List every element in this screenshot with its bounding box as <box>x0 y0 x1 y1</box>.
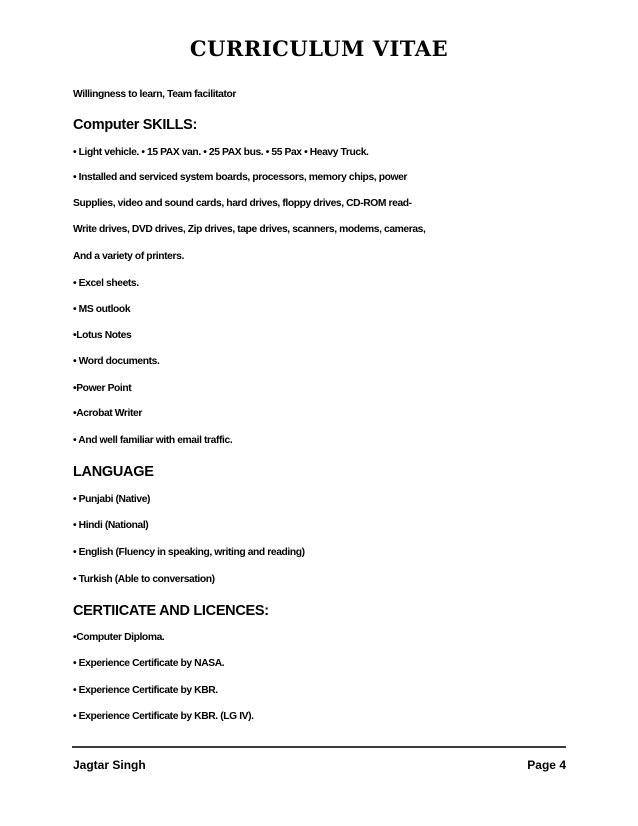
footer-author-name: Jagtar Singh <box>73 758 146 772</box>
skill-line-hardware-4: And a variety of printers. <box>73 251 184 262</box>
footer-divider <box>72 746 566 748</box>
certificate-line-nasa: • Experience Certificate by NASA. <box>73 658 225 669</box>
language-line-turkish: • Turkish (Able to conversation) <box>73 574 215 585</box>
computer-skills-heading: Computer SKILLS: <box>73 117 198 133</box>
skill-line-word: • Word documents. <box>73 356 160 367</box>
certificate-line-kbr-lg: • Experience Certificate by KBR. (LG IV). <box>73 711 254 722</box>
skill-line-lotus: •Lotus Notes <box>73 330 132 341</box>
language-line-english: • English (Fluency in speaking, writing and reading) <box>73 547 305 558</box>
intro-line: Willingness to learn, Team facilitator <box>73 89 237 100</box>
skill-line-vehicles: • Light vehicle. • 15 PAX van. • 25 PAX bus. • 55 Pax • Heavy Truck. <box>73 147 369 158</box>
document-title: CURRICULUM VITAE <box>189 36 449 61</box>
certificates-heading: CERTIICATE AND LICENCES: <box>73 603 269 619</box>
skill-line-hardware-1: • Installed and serviced system boards, processors, memory chips, power <box>73 172 408 183</box>
footer-page-number: Page 4 <box>527 758 566 772</box>
certificate-line-kbr: • Experience Certificate by KBR. <box>73 685 218 696</box>
skill-line-acrobat: •Acrobat Writer <box>73 408 142 419</box>
skill-line-email: • And well familiar with email traffic. <box>73 435 233 446</box>
certificate-line-diploma: •Computer Diploma. <box>73 632 165 643</box>
skill-line-hardware-3: Write drives, DVD drives, Zip drives, tape drives, scanners, modems, cameras, <box>73 224 426 235</box>
language-heading: LANGUAGE <box>73 464 154 480</box>
skill-line-excel: • Excel sheets. <box>73 278 139 289</box>
skill-line-powerpoint: •Power Point <box>73 383 132 394</box>
language-line-punjabi: • Punjabi (Native) <box>73 494 151 505</box>
language-line-hindi: • Hindi (National) <box>73 520 149 531</box>
skill-line-hardware-2: Supplies, video and sound cards, hard drives, floppy drives, CD-ROM read- <box>73 198 412 209</box>
skill-line-outlook: • MS outlook <box>73 304 131 315</box>
